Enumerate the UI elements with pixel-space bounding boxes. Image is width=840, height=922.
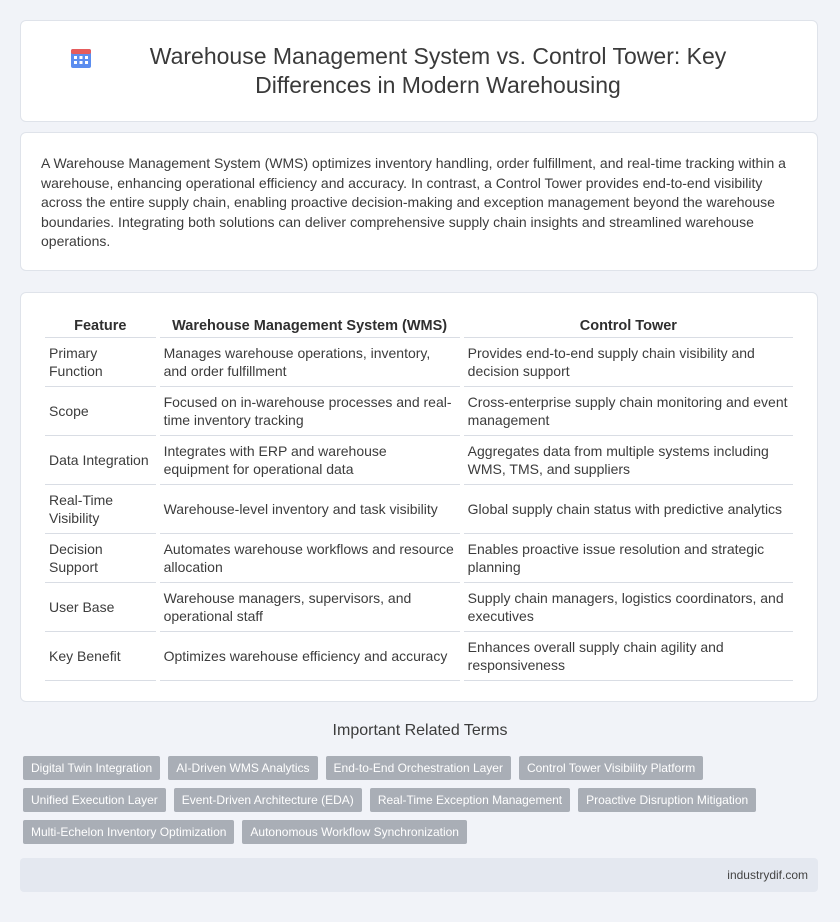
control-tower-cell: Aggregates data from multiple systems including WMS, TMS, and suppliers — [464, 436, 793, 485]
related-terms-tags — [23, 756, 823, 852]
table-row — [45, 485, 793, 534]
wms-cell: Integrates with ERP and warehouse equipment for operational data — [160, 436, 460, 485]
related-term-tag[interactable]: Autonomous Workflow Synchronization — [242, 820, 467, 844]
intro-paragraph: A Warehouse Management System (WMS) optimizes inventory handling, order fulfillment, and real-time tracking within a warehouse, enhancing operational efficiency and accuracy. In contrast, a Control Tower provides end-to-end visibility across the entire supply chain, enabling proactive decision-making and exception management beyond the warehouse boundaries. Integrating both solutions can deliver comprehensive supply chain insights and streamlined warehouse operations. — [41, 155, 786, 250]
related-term-tag[interactable]: End-to-End Orchestration Layer — [326, 756, 511, 780]
feature-cell: Decision Support — [45, 534, 156, 583]
feature-cell: Primary Function — [45, 338, 156, 387]
table-row — [45, 436, 793, 485]
feature-cell: Key Benefit — [45, 632, 156, 681]
feature-cell: Scope — [45, 387, 156, 436]
feature-cell: User Base — [45, 583, 156, 632]
related-terms-heading: Important Related Terms — [332, 722, 508, 739]
control-tower-cell: Global supply chain status with predictive analytics — [464, 485, 793, 534]
title-card — [20, 20, 818, 122]
related-term-tag[interactable]: Real-Time Exception Management — [370, 788, 570, 812]
control-tower-cell: Enhances overall supply chain agility and responsiveness — [464, 632, 793, 681]
footer-bar — [20, 858, 818, 892]
table-header-row — [45, 313, 793, 338]
related-term-tag[interactable]: Digital Twin Integration — [23, 756, 160, 780]
header-control-tower: Control Tower — [464, 313, 793, 338]
intro-card — [20, 132, 818, 271]
comparison-card — [20, 292, 818, 702]
related-term-tag[interactable]: Control Tower Visibility Platform — [519, 756, 703, 780]
related-term-tag[interactable]: Unified Execution Layer — [23, 788, 166, 812]
related-term-tag[interactable]: Multi-Echelon Inventory Optimization — [23, 820, 234, 844]
control-tower-cell: Enables proactive issue resolution and strategic planning — [464, 534, 793, 583]
comparison-table — [41, 313, 797, 681]
footer-site-link[interactable]: industrydif.com — [727, 868, 808, 882]
related-term-tag[interactable]: Proactive Disruption Mitigation — [578, 788, 756, 812]
feature-cell: Data Integration — [45, 436, 156, 485]
wms-cell: Optimizes warehouse efficiency and accuracy — [160, 632, 460, 681]
table-row — [45, 583, 793, 632]
control-tower-cell: Supply chain managers, logistics coordinators, and executives — [464, 583, 793, 632]
wms-cell: Warehouse-level inventory and task visibility — [160, 485, 460, 534]
calendar-icon — [69, 46, 93, 70]
header-wms: Warehouse Management System (WMS) — [160, 313, 460, 338]
page-title: Warehouse Management System vs. Control Tower: Key Differences in Modern Warehousing — [149, 43, 727, 98]
control-tower-cell: Provides end-to-end supply chain visibility and decision support — [464, 338, 793, 387]
related-term-tag[interactable]: AI-Driven WMS Analytics — [168, 756, 317, 780]
related-term-tag[interactable]: Event-Driven Architecture (EDA) — [174, 788, 362, 812]
wms-cell: Automates warehouse workflows and resource allocation — [160, 534, 460, 583]
wms-cell: Focused on in-warehouse processes and real-time inventory tracking — [160, 387, 460, 436]
feature-cell: Real-Time Visibility — [45, 485, 156, 534]
control-tower-cell: Cross-enterprise supply chain monitoring and event management — [464, 387, 793, 436]
wms-cell: Manages warehouse operations, inventory, and order fulfillment — [160, 338, 460, 387]
table-row — [45, 338, 793, 387]
table-row — [45, 534, 793, 583]
wms-cell: Warehouse managers, supervisors, and operational staff — [160, 583, 460, 632]
header-feature: Feature — [45, 313, 156, 338]
table-row — [45, 632, 793, 681]
title-wrap — [69, 42, 769, 100]
table-row — [45, 387, 793, 436]
